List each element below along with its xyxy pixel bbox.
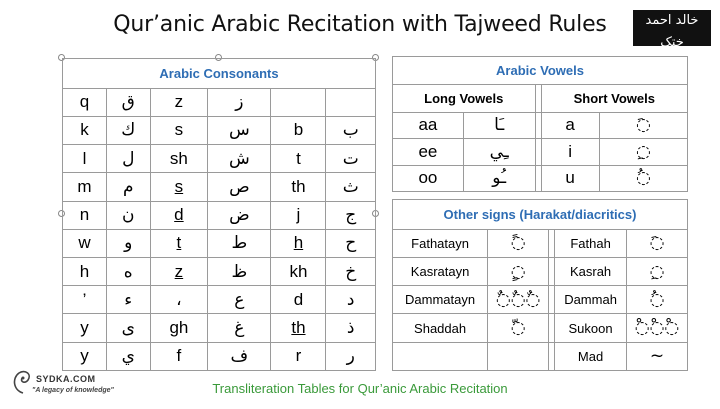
table-row <box>393 229 688 257</box>
transliteration-cell: gh <box>150 314 208 342</box>
consonants-body <box>63 88 376 370</box>
short-vowel-arabic-cell: ◌َ <box>599 112 687 139</box>
arabic-letter-cell: خ <box>326 257 376 285</box>
transliteration-cell: th <box>271 314 326 342</box>
sign-name-cell <box>393 342 488 370</box>
sign-name-cell: Shaddah <box>393 314 488 342</box>
transliteration-cell: sh <box>150 145 208 173</box>
arabic-letter-cell: ع <box>208 286 271 314</box>
signs-table <box>392 199 688 371</box>
arabic-letter-cell: ق <box>106 88 150 116</box>
arabic-letter-cell: غ <box>208 314 271 342</box>
arabic-letter-cell: ء <box>106 286 150 314</box>
short-vowels-header: Short Vowels <box>541 84 687 112</box>
arabic-letter-cell: ج <box>326 201 376 229</box>
transliteration-cell: l <box>63 145 107 173</box>
table-row <box>63 201 376 229</box>
vowels-header: Arabic Vowels <box>393 57 688 85</box>
arabic-letter-cell: د <box>326 286 376 314</box>
sign-mark-cell: ~ <box>627 342 688 370</box>
arabic-letter-cell: ك <box>106 116 150 144</box>
arabic-letter-cell: س <box>208 116 271 144</box>
arabic-letter-cell: و <box>106 229 150 257</box>
transliteration-cell: ، <box>150 286 208 314</box>
sign-mark-cell: ◌ِ <box>627 257 688 285</box>
transliteration-cell: y <box>63 342 107 370</box>
transliteration-cell: w <box>63 229 107 257</box>
transliteration-cell: th <box>271 173 326 201</box>
table-row <box>63 314 376 342</box>
transliteration-cell: t <box>271 145 326 173</box>
signs-header: Other signs (Harakat/diacritics) <box>393 200 688 230</box>
consonants-header: Arabic Consonants <box>63 59 376 89</box>
sign-mark-cell: ◌ٌ◌ٌ◌ٌ <box>488 286 549 314</box>
sign-mark-cell: ◌ً <box>488 229 549 257</box>
table-row <box>63 173 376 201</box>
transliteration-cell: q <box>63 88 107 116</box>
transliteration-cell: z <box>150 257 208 285</box>
sign-name-cell: Kasratayn <box>393 257 488 285</box>
arabic-letter-cell: ز <box>208 88 271 116</box>
consonants-table <box>62 58 376 371</box>
table-row <box>393 286 688 314</box>
transliteration-cell: b <box>271 116 326 144</box>
transliteration-cell: d <box>271 286 326 314</box>
arabic-letter-cell: ش <box>208 145 271 173</box>
sign-name-cell: Fathah <box>555 229 627 257</box>
long-vowel-arabic-cell: ـِي <box>463 139 535 166</box>
transliteration-cell: n <box>63 201 107 229</box>
transliteration-cell: k <box>63 116 107 144</box>
transliteration-cell: h <box>63 257 107 285</box>
arabic-letter-cell: ح <box>326 229 376 257</box>
page-title: Qur’anic Arabic Recitation with Tajweed Rules <box>113 12 607 37</box>
author-logo <box>633 10 711 62</box>
short-vowel-arabic-cell: ◌ِ <box>599 139 687 166</box>
sydka-tagline: "A legacy of knowledge" <box>32 387 114 394</box>
sign-name-cell: Dammah <box>555 286 627 314</box>
short-vowel-cell: i <box>541 139 599 166</box>
long-vowel-arabic-cell: ـُو <box>463 165 535 192</box>
arabic-letter-cell: ظ <box>208 257 271 285</box>
arabic-letter-cell: ف <box>208 342 271 370</box>
table-row <box>63 257 376 285</box>
arabic-letter-cell: م <box>106 173 150 201</box>
sign-mark-cell <box>488 342 549 370</box>
vowels-body <box>393 112 688 192</box>
transliteration-cell: m <box>63 173 107 201</box>
sign-name-cell: Sukoon <box>555 314 627 342</box>
arabic-letter-cell: ص <box>208 173 271 201</box>
long-vowel-cell: aa <box>393 112 464 139</box>
sign-mark-cell: ◌ُ <box>627 286 688 314</box>
transliteration-cell: z <box>150 88 208 116</box>
logo-arabic-name: خالد احمد ختک <box>645 13 699 50</box>
transliteration-cell <box>271 88 326 116</box>
arabic-letter-cell: ر <box>326 342 376 370</box>
table-row <box>393 165 688 192</box>
transliteration-cell: j <box>271 201 326 229</box>
transliteration-cell: kh <box>271 257 326 285</box>
sign-mark-cell: ◌َ <box>627 229 688 257</box>
arabic-letter-cell: ث <box>326 173 376 201</box>
table-row <box>393 112 688 139</box>
arabic-letter-cell: ن <box>106 201 150 229</box>
signs-body <box>393 229 688 370</box>
long-vowel-arabic-cell: ـَا <box>463 112 535 139</box>
sign-name-cell: Mad <box>555 342 627 370</box>
sign-name-cell: Fathatayn <box>393 229 488 257</box>
sydka-name: SYDKA.COM <box>36 374 96 384</box>
short-vowel-cell: u <box>541 165 599 192</box>
arabic-letter-cell: ه <box>106 257 150 285</box>
sign-name-cell: Dammatayn <box>393 286 488 314</box>
arabic-letter-cell: ى <box>106 314 150 342</box>
arabic-letter-cell: ي <box>106 342 150 370</box>
transliteration-cell: ’ <box>63 286 107 314</box>
transliteration-cell: s <box>150 116 208 144</box>
transliteration-cell: s <box>150 173 208 201</box>
arabic-letter-cell: ذ <box>326 314 376 342</box>
long-vowel-cell: ee <box>393 139 464 166</box>
transliteration-cell: t <box>150 229 208 257</box>
logo-english-name: Khalid Ahmad Khattak <box>634 55 710 62</box>
table-row <box>393 342 688 370</box>
sign-mark-cell: ◌ٍ <box>488 257 549 285</box>
vowels-table <box>392 56 688 192</box>
transliteration-cell: f <box>150 342 208 370</box>
arabic-letter-cell: ض <box>208 201 271 229</box>
footer-caption: Transliteration Tables for Qur’anic Arabic Recitation <box>212 381 508 396</box>
table-row <box>63 286 376 314</box>
arabic-letter-cell: ت <box>326 145 376 173</box>
arabic-letter-cell: ل <box>106 145 150 173</box>
table-row <box>63 229 376 257</box>
transliteration-cell: y <box>63 314 107 342</box>
arabic-letter-cell: ب <box>326 116 376 144</box>
sign-mark-cell: ◌ّ <box>488 314 549 342</box>
table-row <box>63 116 376 144</box>
arabic-letter-cell: ط <box>208 229 271 257</box>
table-row <box>393 314 688 342</box>
short-vowel-cell: a <box>541 112 599 139</box>
table-row <box>393 257 688 285</box>
table-row <box>63 145 376 173</box>
table-row <box>393 139 688 166</box>
transliteration-cell: h <box>271 229 326 257</box>
short-vowel-arabic-cell: ◌ُ <box>599 165 687 192</box>
long-vowel-cell: oo <box>393 165 464 192</box>
transliteration-cell: d <box>150 201 208 229</box>
sign-name-cell: Kasrah <box>555 257 627 285</box>
sign-mark-cell: ◌ْ◌ْ◌ْ <box>627 314 688 342</box>
long-vowels-header: Long Vowels <box>393 84 536 112</box>
arabic-letter-cell <box>326 88 376 116</box>
table-row <box>63 88 376 116</box>
transliteration-cell: r <box>271 342 326 370</box>
